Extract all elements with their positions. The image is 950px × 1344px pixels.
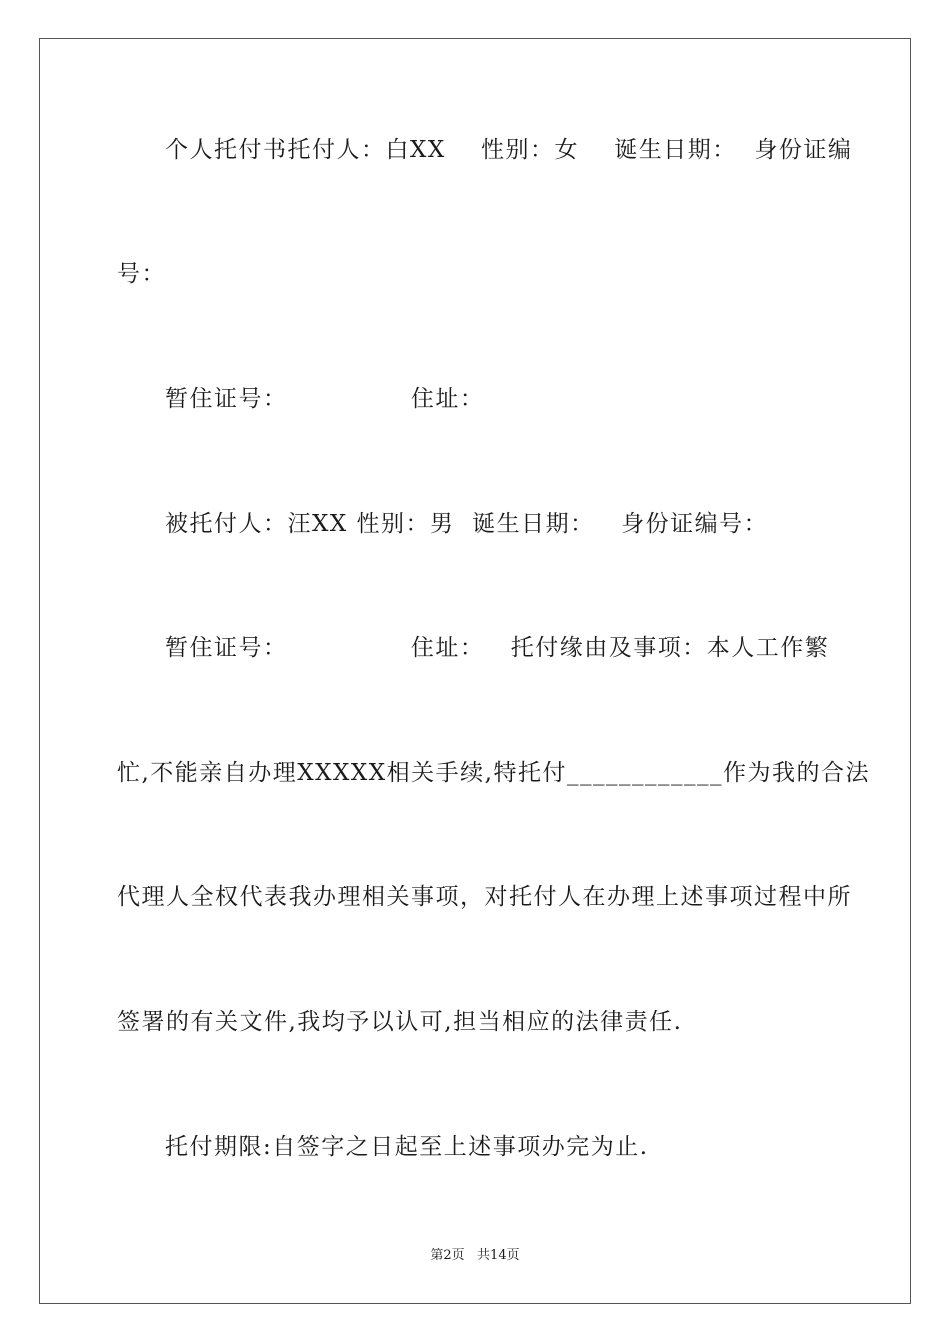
document-line-4: 被托付人：汪XX 性别：男 诞生日期： 身份证编号： <box>165 511 769 537</box>
page-number-footer: 第2页 共14页 <box>430 1248 520 1263</box>
document-line-9: 托付期限:自签字之日起至上述事项办完为止. <box>165 1134 649 1160</box>
document-line-1: 个人托付书托付人：白XX 性别：女 诞生日期： 身份证编 <box>165 137 853 163</box>
document-line-2: 号： <box>117 261 166 287</box>
document-line-5: 暂住证号： 住址： 托付缘由及事项：本人工作繁 <box>165 635 830 661</box>
document-line-6: 忙,不能亲自办理XXXXX相关手续,特托付____________作为我的合法 <box>117 760 870 786</box>
document-line-3: 暂住证号： 住址： <box>165 386 485 412</box>
document-line-7: 代理人全权代表我办理相关事项，对托付人在办理上述事项过程中所 <box>117 884 852 910</box>
page-frame <box>39 38 911 1304</box>
document-line-8: 签署的有关文件,我均予以认可,担当相应的法律责任. <box>117 1009 683 1035</box>
